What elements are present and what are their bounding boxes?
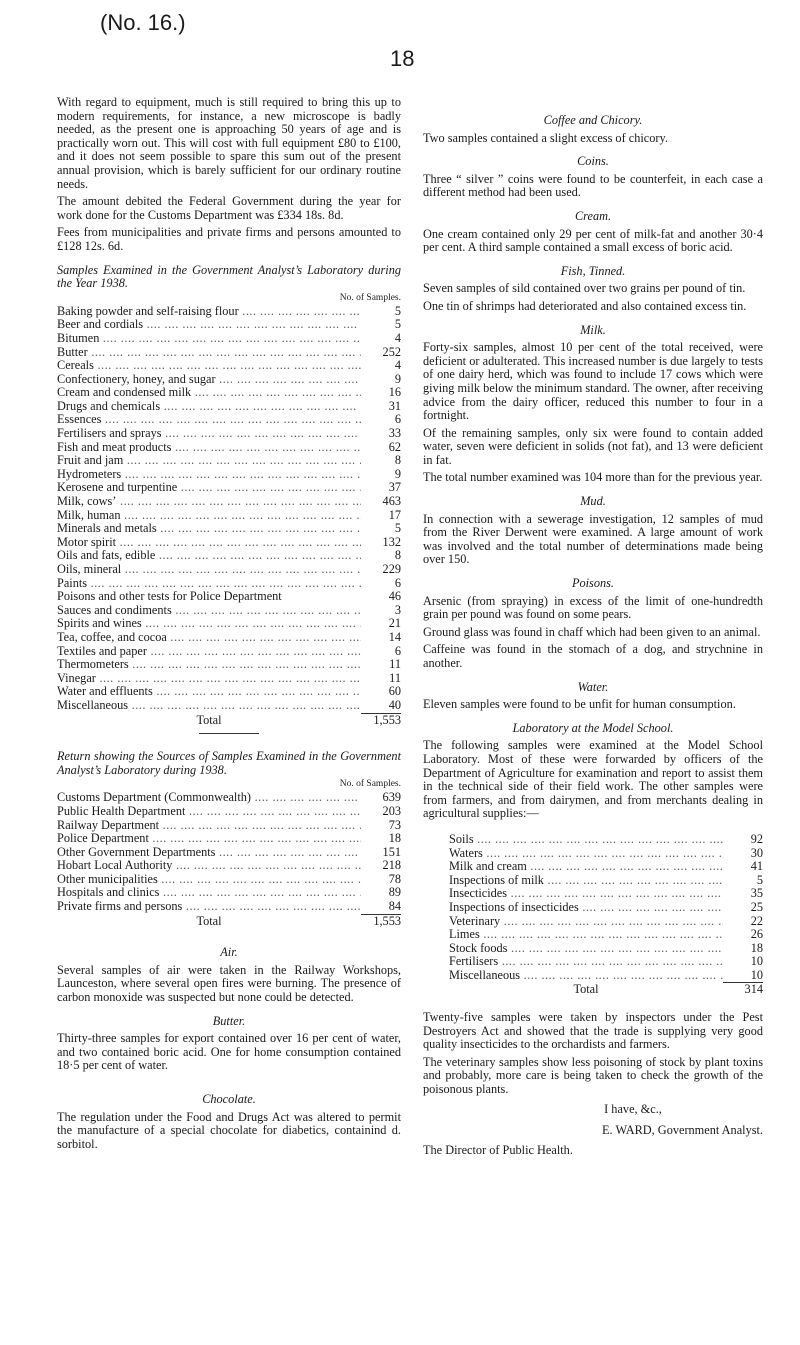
row-label: Inspections of insecticides ....: [449, 901, 723, 915]
table-row: [57, 454, 401, 468]
samples-table-col-head: No. of Samples.: [339, 292, 401, 303]
row-label: Water and effluents ....: [57, 685, 361, 699]
divider: [199, 733, 259, 734]
row-value: 17: [388, 507, 401, 522]
row-value: 203: [382, 803, 401, 818]
row-label: Other municipalities ....: [57, 873, 361, 887]
page-number: 18: [390, 46, 415, 71]
row-label: Oils, mineral ....: [57, 563, 361, 577]
document-number: (No. 16.): [100, 10, 186, 35]
air-text: Several samples of air were taken in the Railway Workshops, Launceston, where several open fires were burning. The presence of carbon monoxide was suspected but none could be detected.: [57, 962, 401, 1005]
fish-text-2: One tin of shrimps had deteriorated and also contained excess tin.: [423, 298, 747, 313]
row-value: 5: [394, 521, 401, 536]
poisons-text-3: Caffeine was found in the stomach of a dog, and strychnine in another.: [423, 642, 763, 670]
row-label: Paints ....: [57, 577, 361, 591]
poisons-text-2: Ground glass was found in chaff which had been given to an animal.: [423, 624, 761, 639]
chocolate-text: The regulation under the Food and Drugs Act was altered to permit the manufacture of a special chocolate for diabetics, containind d. sorbitol.: [57, 1109, 401, 1151]
cream-heading: Cream.: [574, 208, 612, 223]
total-label: Total: [196, 713, 222, 727]
row-value: 4: [394, 330, 401, 345]
total-value: 1,553: [373, 712, 401, 727]
table-row: [57, 900, 401, 914]
row-value: 35: [750, 886, 763, 901]
row-label: Soils ....: [449, 833, 723, 847]
row-label: Fruit and jam ....: [57, 454, 361, 468]
row-label: Veterinary ....: [449, 915, 723, 929]
row-value: 6: [394, 412, 401, 427]
intro-paragraph-2: The amount debited the Federal Government during the year for work done for the Customs Department was £334 18s. 8d.: [57, 194, 401, 222]
table-row: [57, 819, 401, 833]
lab-text: The following samples were examined at the Model School Laboratory. Most of these were forwarded by officers of the Department of Agriculture for examination and report to assist them in the technical side of their field work. The other samples were from farmers, and from dairymen, and from merchants dealing in agricultural supplies:—: [423, 738, 763, 821]
row-label: Stock foods ....: [449, 942, 723, 956]
row-value: 8: [394, 453, 401, 468]
sources-table-title: Return showing the Sources of Samples Examined in the Government Analyst’s Laboratory during 1938.: [57, 749, 401, 777]
row-value: 22: [750, 913, 763, 928]
row-label: Limes ....: [449, 928, 723, 942]
row-label: Milk and cream ....: [449, 860, 723, 874]
row-label: Poisons and other tests for Police Department: [57, 590, 282, 604]
row-value: 26: [750, 927, 763, 942]
water-heading: Water.: [577, 679, 609, 694]
row-value: 639: [382, 790, 401, 805]
row-value: 4: [394, 358, 401, 373]
row-value: 9: [394, 371, 401, 386]
row-value: 31: [388, 398, 401, 413]
row-label: Minerals and metals ....: [57, 522, 361, 536]
table-row: [57, 332, 401, 346]
table-row: [57, 441, 401, 455]
row-value: 463: [382, 494, 401, 509]
row-value: 6: [394, 643, 401, 658]
row-value: 41: [750, 859, 763, 874]
right-column: [423, 96, 763, 1157]
total-label: Total: [573, 983, 599, 997]
row-value: 18: [388, 831, 401, 846]
row-label: Milk, cows’ ....: [57, 495, 361, 509]
poisons-heading: Poisons.: [571, 576, 615, 591]
row-value: 21: [388, 616, 401, 631]
table-row: [57, 549, 401, 563]
row-label: Confectionery, honey, and sugar ....: [57, 373, 361, 387]
row-value: 218: [382, 858, 401, 873]
row-value: 9: [394, 466, 401, 481]
mud-heading: Mud.: [580, 494, 606, 509]
samples-table-title: Samples Examined in the Government Analyst’s Laboratory during the Year 1938.: [57, 262, 401, 291]
row-label: Sauces and condiments ....: [57, 604, 361, 618]
row-value: 6: [394, 575, 401, 590]
chocolate-heading: Chocolate.: [202, 1092, 256, 1106]
table-row: [57, 318, 401, 332]
row-label: Hospitals and clinics ....: [57, 886, 361, 900]
closing-text-2: The veterinary samples show less poisoning of stock by plant toxins and probably, more care is being taken to check the growth of the poisonous plants.: [423, 1054, 763, 1097]
poisons-text-1: Arsenic (from spraying) in excess of the limit of one-hundredth grain per pound was found on some pears.: [423, 593, 763, 622]
row-value: 33: [388, 426, 401, 441]
row-label: Fertilisers and sprays ....: [57, 427, 361, 441]
milk-text-2: Of the remaining samples, only six were found to contain added water, seven were deficient in solids (not fat), and 13 were deficient in fat.: [423, 425, 763, 467]
closing-text-1: Twenty-five samples were taken by inspectors under the Pest Destroyers Act and showed that the trade is supplying very good quality insecticides to the orchardists and farmers.: [423, 1010, 763, 1052]
table-row: [57, 536, 401, 550]
sign-have: I have, &c.,: [604, 1101, 662, 1116]
total-value: 314: [744, 982, 763, 997]
table-row: [57, 359, 401, 373]
row-label: Motor spirit ....: [57, 536, 361, 550]
table-row: [57, 468, 401, 482]
row-label: Fish and meat products ....: [57, 441, 361, 455]
milk-text-1: Forty-six samples, almost 10 per cent of the total received, were deficient or adulterated. This increased number is due largely to tests of one dairy herd, which was found to include 17 cows which were giving milk below the minimum standard. The owner, after receiving advice from the dairy officer, reduced this number to four in a fortnight.: [423, 340, 763, 423]
row-value: 5: [756, 872, 763, 887]
table-row: [449, 847, 763, 861]
table-row: [57, 685, 401, 699]
row-label: Tea, coffee, and cocoa ....: [57, 631, 361, 645]
table-row: [57, 481, 401, 495]
table-row: [57, 400, 401, 414]
table-row: [449, 928, 763, 942]
row-label: Kerosene and turpentine ....: [57, 481, 361, 495]
row-label: Cereals ....: [57, 359, 361, 373]
table-row: [57, 645, 401, 659]
row-label: Railway Department ....: [57, 819, 361, 833]
coins-heading: Coins.: [577, 154, 609, 169]
row-label: Baking powder and self-raising flour ....: [57, 305, 361, 319]
row-label: Bitumen ....: [57, 332, 361, 346]
table-row: [57, 386, 401, 400]
table-row: [449, 833, 763, 847]
table-row: [449, 969, 763, 983]
table-row: [449, 955, 763, 969]
butter-heading: Butter.: [212, 1013, 246, 1028]
row-value: 73: [388, 817, 401, 832]
signatory-name: E. WARD, Government Analyst.: [602, 1123, 763, 1138]
row-value: 132: [382, 534, 401, 549]
table-row: [449, 887, 763, 901]
fish-text-1: Seven samples of sild contained over two grains per pound of tin.: [423, 281, 746, 296]
row-value: 252: [382, 344, 401, 359]
row-value: 10: [750, 954, 763, 969]
row-value: 18: [750, 940, 763, 955]
table-row: [57, 373, 401, 387]
sources-table-total: [57, 915, 401, 929]
cream-text: One cream contained only 29 per cent of milk-fat and another 30·4 per cent. A third sample contained a small excess of boric acid.: [423, 226, 763, 255]
coffee-text: Two samples contained a slight excess of chicory.: [423, 130, 668, 145]
row-value: 8: [394, 548, 401, 563]
row-value: 37: [388, 480, 401, 495]
row-label: Fertilisers ....: [449, 955, 723, 969]
row-label: Miscellaneous ....: [57, 699, 361, 713]
total-value: 1,553: [373, 913, 401, 928]
table-row: [57, 617, 401, 631]
row-value: 30: [750, 845, 763, 860]
row-value: 40: [388, 697, 401, 712]
row-value: 46: [388, 589, 401, 604]
table-row: [57, 886, 401, 900]
table-row: [57, 658, 401, 672]
row-label: Essences ....: [57, 413, 361, 427]
row-label: Beer and cordials ....: [57, 318, 361, 332]
table-row: [57, 672, 401, 686]
table-row: [57, 413, 401, 427]
row-label: Textiles and paper ....: [57, 645, 361, 659]
row-value: 25: [750, 899, 763, 914]
row-label: Public Health Department ....: [57, 805, 361, 819]
row-value: 11: [389, 657, 401, 672]
table-row: [57, 805, 401, 819]
row-value: 89: [388, 885, 401, 900]
left-column: [57, 96, 401, 1155]
table-row: [57, 791, 401, 805]
table-row: [449, 901, 763, 915]
sources-table: [57, 791, 401, 913]
coffee-heading: Coffee and Chicory.: [543, 113, 643, 127]
row-label: Private firms and persons ....: [57, 900, 361, 914]
row-label: Butter ....: [57, 346, 361, 360]
table-row: [57, 305, 401, 319]
butter-text: Thirty-three samples for export contained over 16 per cent of water, and two contained boric acid. One for home consumption contained 18·5 per cent of water.: [57, 1031, 401, 1073]
table-row: [57, 631, 401, 645]
row-label: Oils and fats, edible ....: [57, 549, 361, 563]
intro-paragraph-3: Fees from municipalities and private firms and persons amounted to £128 12s. 6d.: [57, 225, 401, 253]
table-row: [57, 832, 401, 846]
milk-heading: Milk.: [580, 322, 606, 337]
air-heading: Air.: [220, 945, 238, 960]
table-row: [57, 346, 401, 360]
row-label: Miscellaneous ....: [449, 969, 723, 983]
milk-text-3: The total number examined was 104 more than for the previous year.: [423, 470, 763, 485]
row-value: 229: [382, 562, 401, 576]
intro-paragraph-1: With regard to equipment, much is still required to bring this up to modern requirements, for instance, a new microscope is badly needed, as the present one is approaching 50 years of age and is practically worn out. This will cost with full equipment £80 to £100, and it does not seem possible to spare this sum out of the present annual provision, which is barely sufficient for our ordinary routine needs.: [57, 95, 401, 191]
table-row: [57, 590, 401, 604]
row-label: Hobart Local Authority ....: [57, 859, 361, 873]
row-label: Hydrometers ....: [57, 468, 361, 482]
row-label: Thermometers ....: [57, 658, 361, 672]
table-row: [57, 859, 401, 873]
table-row: [449, 874, 763, 888]
fish-heading: Fish, Tinned.: [560, 263, 626, 278]
row-value: 92: [750, 831, 763, 846]
total-label: Total: [196, 914, 222, 928]
table-row: [449, 860, 763, 874]
row-label: Customs Department (Commonwealth) ....: [57, 791, 361, 805]
row-label: Other Government Departments ....: [57, 846, 361, 860]
addressee: The Director of Public Health.: [423, 1142, 573, 1157]
row-value: 16: [388, 385, 401, 400]
model-school-table-total: [449, 983, 763, 997]
row-label: Insecticides ....: [449, 887, 723, 901]
table-row: [57, 577, 401, 591]
row-value: 14: [388, 629, 401, 644]
row-label: Police Department ....: [57, 832, 361, 846]
row-label: Cream and condensed milk ....: [57, 386, 361, 400]
table-row: [57, 522, 401, 536]
model-school-table: [423, 833, 763, 983]
row-value: 62: [388, 439, 401, 454]
table-row: [57, 846, 401, 860]
table-row: [57, 563, 401, 577]
table-row: [449, 915, 763, 929]
row-value: 78: [388, 871, 401, 886]
row-value: 3: [394, 602, 401, 617]
table-row: [57, 509, 401, 523]
row-label: Inspections of milk ....: [449, 874, 723, 888]
coins-text: Three “ silver ” coins were found to be counterfeit, in each case a different method had been used.: [423, 171, 763, 200]
table-row: [57, 699, 401, 713]
table-row: [57, 873, 401, 887]
sources-table-col-head: No. of Samples.: [339, 779, 401, 790]
lab-heading: Laboratory at the Model School.: [512, 720, 674, 735]
row-value: 11: [389, 670, 401, 685]
table-row: [57, 604, 401, 618]
samples-table-total: [57, 714, 401, 728]
samples-table: [57, 305, 401, 713]
row-value: 5: [394, 317, 401, 332]
water-text: Eleven samples were found to be unfit for human consumption.: [423, 697, 736, 712]
row-value: 60: [388, 684, 401, 699]
row-label: Milk, human ....: [57, 509, 361, 523]
row-label: Spirits and wines ....: [57, 617, 361, 631]
row-value: 151: [382, 844, 401, 859]
row-label: Vinegar ....: [57, 672, 361, 686]
table-row: [57, 495, 401, 509]
table-row: [57, 427, 401, 441]
row-label: Waters ....: [449, 847, 723, 861]
row-label: Drugs and chemicals ....: [57, 400, 361, 414]
row-value: 84: [388, 899, 401, 914]
mud-text: In connection with a sewerage investigation, 12 samples of mud from the River Derwent were examined. A large amount of work was involved and the total number of determinations made being over 150.: [423, 511, 763, 567]
row-value: 5: [394, 303, 401, 318]
row-value: 10: [750, 967, 763, 982]
table-row: [449, 942, 763, 956]
